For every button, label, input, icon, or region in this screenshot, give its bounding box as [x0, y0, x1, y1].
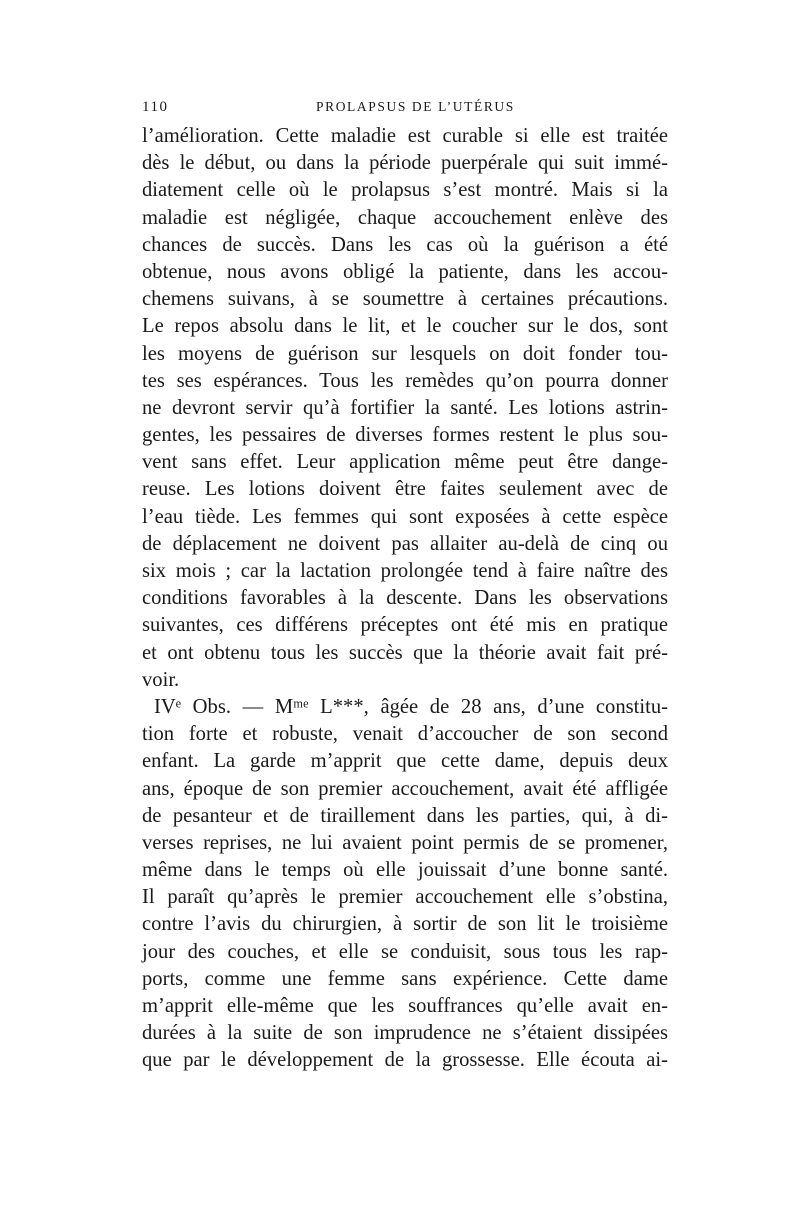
text-line: vent sans effet. Leur application même peut être dange-: [142, 451, 668, 474]
text-line: dès le début, ou dans la période puerpérale qui suit immé-: [142, 152, 668, 175]
text-line: de déplacement ne doivent pas allaiter au-delà de cinq ou: [142, 532, 668, 555]
text-line: durées à la suite de son imprudence ne s’étaient dissipées: [142, 1022, 668, 1045]
text-line: l’eau tiède. Les femmes qui sont exposées à cette espèce: [142, 505, 668, 528]
text-line: chances de succès. Dans les cas où la guérison a été: [142, 233, 668, 256]
text-line: jour des couches, et elle se conduisit, sous tous les rap-: [142, 940, 668, 963]
text-line: conditions favorables à la descente. Dans les observations: [142, 587, 668, 610]
text-line: enfant. La garde m’apprit que cette dame, depuis deux: [142, 750, 668, 773]
running-head: [142, 99, 668, 119]
running-title: PROLAPSUS DE L’UTÉRUS: [316, 99, 515, 114]
paragraph-end-line: voir.: [142, 668, 180, 691]
text-line: six mois ; car la lactation prolongée tend à faire naître des: [142, 560, 668, 582]
text-line: reuse. Les lotions doivent être faites seulement avec de: [142, 478, 668, 501]
text-line: ports, comme une femme sans expérience. Cette dame: [142, 967, 668, 990]
text-line: de pesanteur et de tiraillement dans les parties, qui, à di-: [142, 804, 668, 827]
text-line: maladie est négligée, chaque accouchement enlève des: [142, 206, 668, 229]
text-line: gentes, les pessaires de diverses formes restent le plus sou-: [142, 424, 668, 447]
text-line: et ont obtenu tous les succès que la théorie avait fait pré-: [142, 641, 668, 664]
text-line: chemens suivans, à se soumettre à certaines précautions.: [142, 288, 668, 311]
text-line: tion forte et robuste, venait d’accoucher de son second: [142, 723, 668, 746]
text-line: l’amélioration. Cette maladie est curable si elle est traitée: [142, 125, 668, 147]
text-line: obtenue, nous avons obligé la patiente, dans les accou-: [142, 260, 668, 283]
text-line: verses reprises, ne lui avaient point permis de se promener,: [142, 831, 668, 854]
text-line: m’apprit elle-même que les souffrances qu’elle avait en-: [142, 995, 668, 1017]
text-line: les moyens de guérison sur lesquels on doit fonder tou-: [142, 342, 668, 365]
text-line: ne devront servir qu’à fortifier la santé. Les lotions astrin-: [142, 396, 668, 419]
text-line: suivantes, ces différens préceptes ont été mis en pratique: [142, 614, 668, 637]
body-text: [142, 123, 668, 1075]
text-line: même dans le temps où elle jouissait d’une bonne santé.: [142, 859, 668, 882]
text-line: contre l’avis du chirurgien, à sortir de son lit le troisième: [142, 913, 668, 936]
text-line: tes ses espérances. Tous les remèdes qu’on pourra donner: [142, 369, 668, 392]
text-line: Le repos absolu dans le lit, et le coucher sur le dos, sont: [142, 315, 668, 338]
text-line: diatement celle où le prolapsus s’est montré. Mais si la: [142, 179, 668, 202]
text-line: que par le développement de la grossesse. Elle écouta ai-: [142, 1049, 668, 1072]
text-line: ans, époque de son premier accouchement, avait été affligée: [142, 777, 668, 800]
text-line: Il paraît qu’après le premier accouchement elle s’obstina,: [142, 886, 668, 909]
observation-heading-line: IVᵉ Obs. — Mᵐᵉ L***, âgée de 28 ans, d’une constitu-: [154, 695, 668, 718]
page-number: 110: [142, 99, 169, 115]
